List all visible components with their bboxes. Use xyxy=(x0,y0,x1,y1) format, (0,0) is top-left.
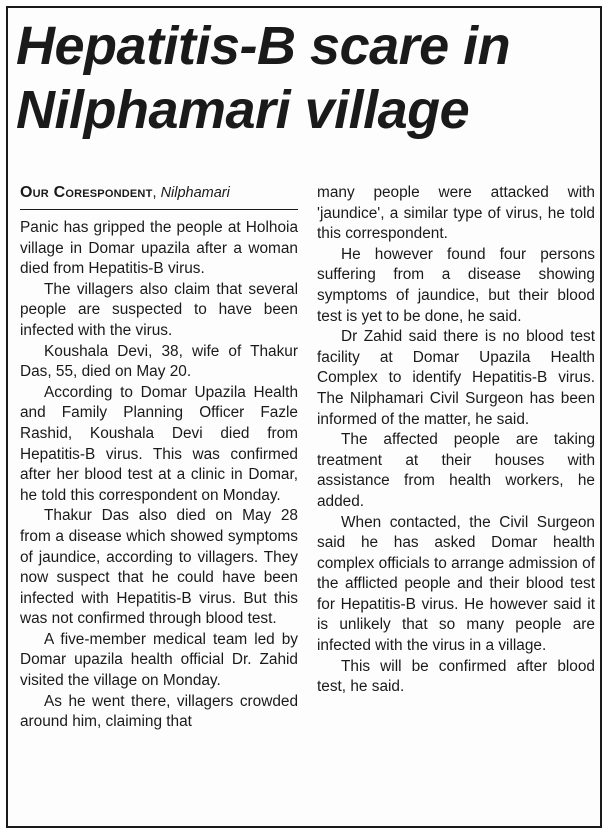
article-column-right xyxy=(317,183,595,698)
byline-place: Nilphamari xyxy=(160,185,230,201)
paragraph: According to Domar Upazila Health and Family Planning Officer Fazle Rashid, Koushala Devi died from Hepatitis-B virus. This was confirmed after her blood test at a clinic in Domar, he told this correspondent on Monday. xyxy=(20,383,298,504)
byline: Our Corespondent, Nilphamari xyxy=(20,183,298,210)
paragraph: Koushala Devi, 38, wife of Thakur Das, 55, died on May 20. xyxy=(20,342,298,381)
paragraph: The villagers also claim that several people are suspected to have been infected with the virus. xyxy=(20,280,298,339)
article-column-left xyxy=(20,183,298,733)
paragraph: He however found four persons suffering from a disease showing symptoms of jaundice, but their blood test is yet to be done, he said. xyxy=(317,245,595,325)
paragraph: Panic has gripped the people at Holhoia village in Domar upazila after a woman died from Hepatitis-B virus. xyxy=(20,219,298,278)
paragraph: When contacted, the Civil Surgeon said he has asked Domar health complex officials to arrange admission of the afflicted people and their blood test for Hepatitis-B virus. He however said it is unlikely that so many people are infected with the virus in a village. xyxy=(317,513,595,655)
paragraph: Dr Zahid said there is no blood test facility at Domar Upazila Health Complex to identify Hepatitis-B virus. The Nilphamari Civil Surgeon has been informed of the matter, he said. xyxy=(317,328,595,428)
article-headline: Hepatitis-B scare in Nilphamari village xyxy=(16,16,511,140)
paragraph: The affected people are taking treatment at their houses with assistance from health workers, he added. xyxy=(317,431,595,510)
paragraph: As he went there, villagers crowded around him, claiming that xyxy=(20,692,298,731)
byline-author: Our Corespondent xyxy=(20,184,153,201)
paragraph: Thakur Das also died on May 28 from a disease which showed symptoms of jaundice, according to villagers. They now suspect that he could have been infected with Hepatitis-B virus. But this was not confirmed through blood test. xyxy=(20,507,298,628)
paragraph: many people were attacked with 'jaundice', a similar type of virus, he told this correspondent. xyxy=(317,184,595,243)
paragraph: This will be confirmed after blood test, he said. xyxy=(317,657,595,696)
paragraph: A five-member medical team led by Domar upazila health official Dr. Zahid visited the village on Monday. xyxy=(20,630,298,690)
